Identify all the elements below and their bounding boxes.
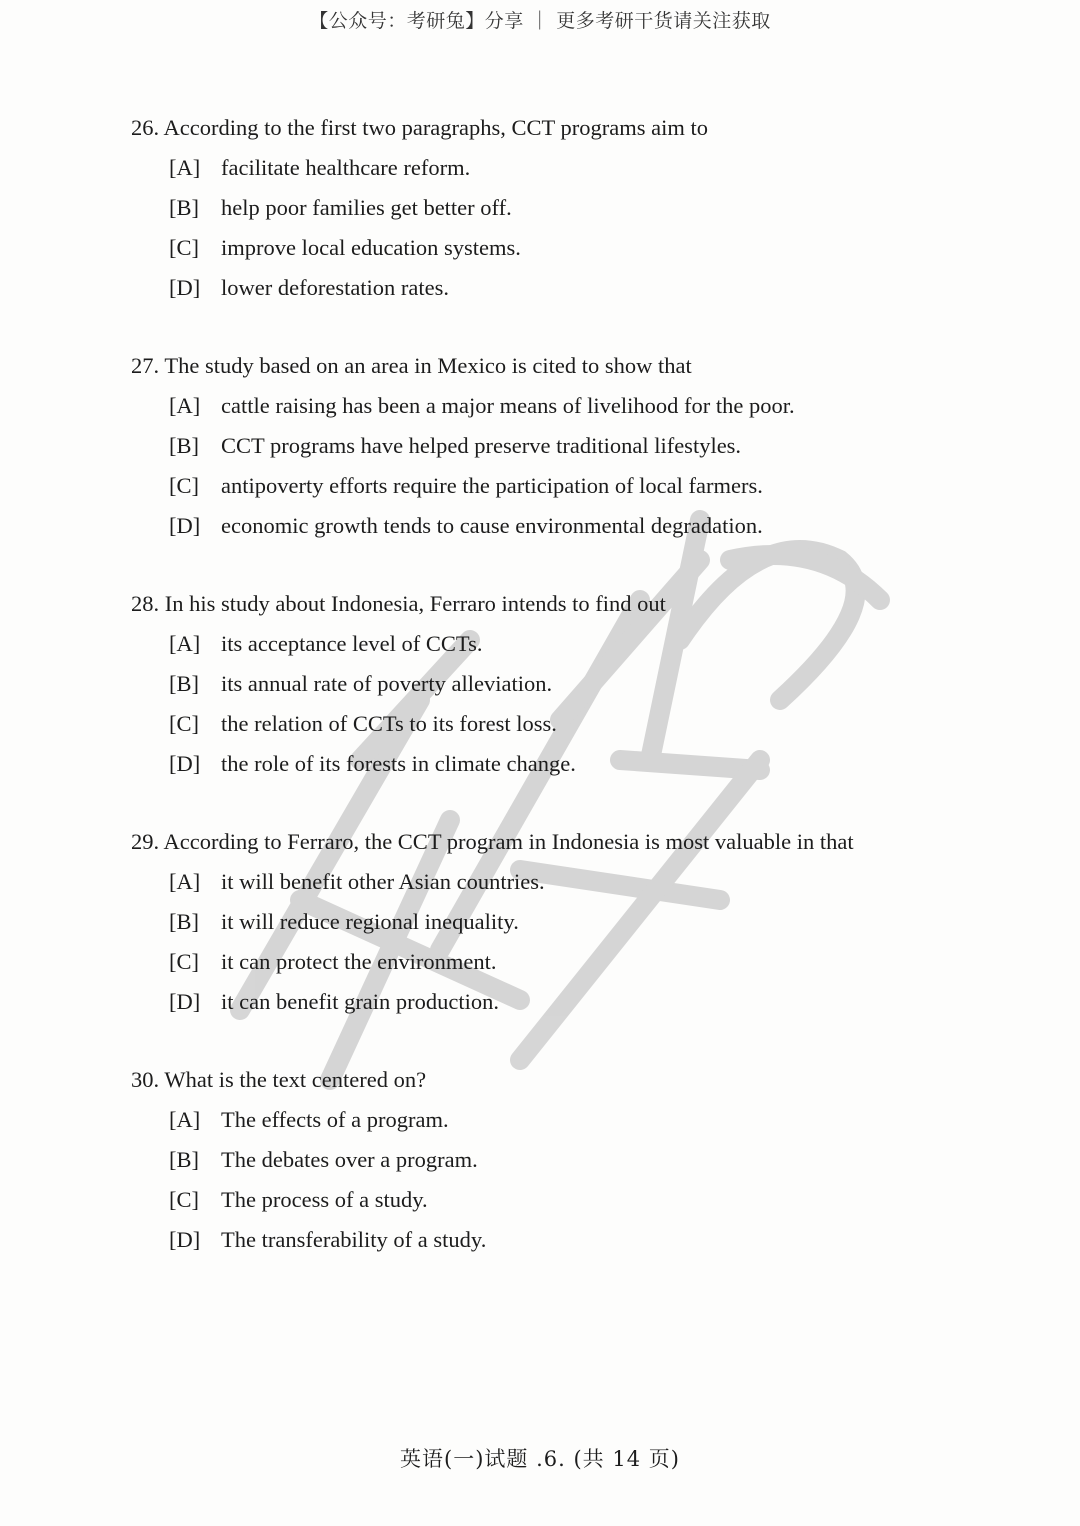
share-header: 【公众号：考研兔】分享 ｜ 更多考研干货请关注获取 xyxy=(309,10,771,32)
option-b xyxy=(131,426,991,466)
option-letter: [C] xyxy=(169,711,199,736)
option-b xyxy=(131,664,991,704)
option-text: the role of its forests in climate change. xyxy=(221,751,576,776)
option-letter: [B] xyxy=(169,1147,199,1172)
page-footer: 英语(一)试题 .6. (共 14 页) xyxy=(400,1447,680,1471)
option-text: it can protect the environment. xyxy=(221,949,497,974)
option-letter: [A] xyxy=(169,393,201,418)
option-letter: [B] xyxy=(169,671,199,696)
option-a xyxy=(131,386,991,426)
option-letter: [C] xyxy=(169,235,199,260)
option-letter: [C] xyxy=(169,949,199,974)
option-letter: [D] xyxy=(169,1227,201,1252)
option-letter: [D] xyxy=(169,513,201,538)
option-text: antipoverty efforts require the participation of local farmers. xyxy=(221,473,763,498)
option-c xyxy=(131,942,991,982)
option-text: it will reduce regional inequality. xyxy=(221,909,519,934)
option-letter: [B] xyxy=(169,909,199,934)
option-text: The process of a study. xyxy=(221,1187,428,1212)
option-a xyxy=(131,148,991,188)
option-letter: [D] xyxy=(169,275,201,300)
question-stem: 30. What is the text centered on? xyxy=(131,1067,427,1092)
option-letter: [A] xyxy=(169,155,201,180)
question-stem: 28. In his study about Indonesia, Ferraro intends to find out xyxy=(131,591,666,616)
option-a xyxy=(131,862,991,902)
option-d xyxy=(131,982,991,1022)
option-letter: [C] xyxy=(169,473,199,498)
option-a xyxy=(131,624,991,664)
option-letter: [C] xyxy=(169,1187,199,1212)
option-text: it can benefit grain production. xyxy=(221,989,500,1014)
option-text: help poor families get better off. xyxy=(221,195,512,220)
option-c xyxy=(131,228,991,268)
option-d xyxy=(131,744,991,784)
option-letter: [A] xyxy=(169,869,201,894)
option-text: it will benefit other Asian countries. xyxy=(221,869,545,894)
option-letter: [A] xyxy=(169,1107,201,1132)
option-c xyxy=(131,704,991,744)
option-d xyxy=(131,1220,991,1260)
option-letter: [D] xyxy=(169,751,201,776)
option-letter: [D] xyxy=(169,989,201,1014)
question-30 xyxy=(131,1060,991,1260)
question-27 xyxy=(131,346,991,546)
option-letter: [B] xyxy=(169,195,199,220)
option-d xyxy=(131,506,991,546)
option-text: CCT programs have helped preserve traditional lifestyles. xyxy=(221,433,742,458)
question-stem: 27. The study based on an area in Mexico is cited to show that xyxy=(131,353,692,378)
option-text: The debates over a program. xyxy=(221,1147,478,1172)
question-stem: 26. According to the first two paragraphs, CCT programs aim to xyxy=(131,115,708,140)
option-c xyxy=(131,1180,991,1220)
question-stem: 29. According to Ferraro, the CCT program in Indonesia is most valuable in that xyxy=(131,829,854,854)
question-29 xyxy=(131,822,991,1022)
question-list xyxy=(131,108,991,1298)
option-text: The effects of a program. xyxy=(221,1107,449,1132)
option-b xyxy=(131,1140,991,1180)
option-text: facilitate healthcare reform. xyxy=(221,155,471,180)
option-letter: [B] xyxy=(169,433,199,458)
option-c xyxy=(131,466,991,506)
option-text: economic growth tends to cause environmental degradation. xyxy=(221,513,763,538)
option-d xyxy=(131,268,991,308)
option-text: its annual rate of poverty alleviation. xyxy=(221,671,553,696)
option-letter: [A] xyxy=(169,631,201,656)
option-text: lower deforestation rates. xyxy=(221,275,450,300)
option-text: cattle raising has been a major means of livelihood for the poor. xyxy=(221,393,795,418)
option-a xyxy=(131,1100,991,1140)
option-text: improve local education systems. xyxy=(221,235,521,260)
option-b xyxy=(131,902,991,942)
option-text: its acceptance level of CCTs. xyxy=(221,631,483,656)
option-text: The transferability of a study. xyxy=(221,1227,487,1252)
question-26 xyxy=(131,108,991,308)
question-28 xyxy=(131,584,991,784)
option-b xyxy=(131,188,991,228)
option-text: the relation of CCTs to its forest loss. xyxy=(221,711,557,736)
